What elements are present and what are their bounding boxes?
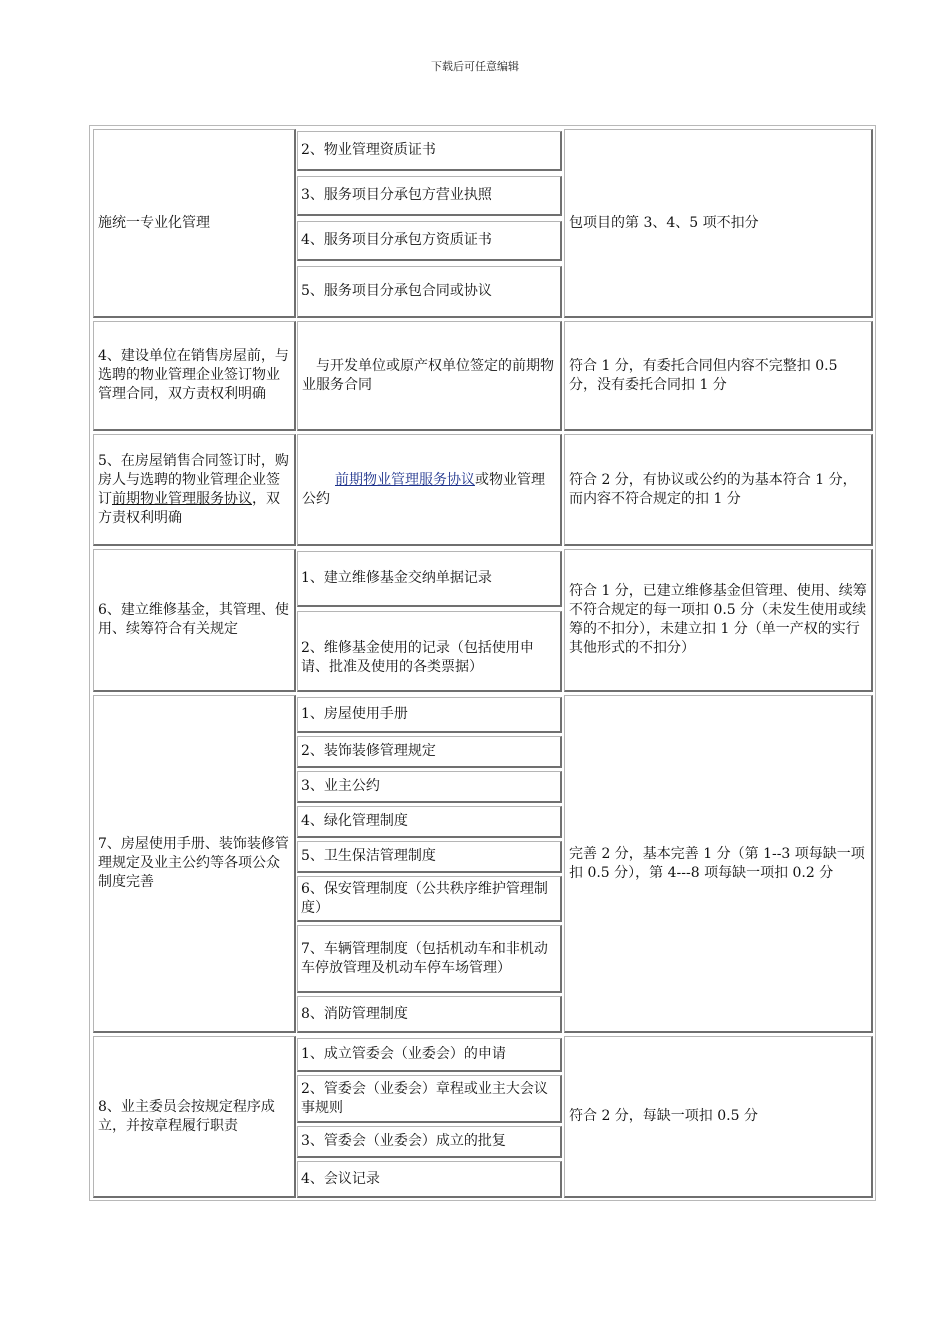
row0-sub-item: 5、服务项目分承包合同或协议 [297,266,562,318]
row0-left-cell [93,129,296,318]
row1-right-text: 符合 1 分，有委托合同但内容不完整扣 0.5 分，没有委托合同扣 1 分 [569,357,838,393]
row5-sub-item: 2、管委会（业委会）章程或业主大会议事规则 [297,1075,562,1123]
row0-right-text: 包项目的第 3、4、5 项不扣分 [569,214,759,231]
row0-left-text: 施统一专业化管理 [98,214,210,231]
row1-middle-cell [297,321,562,431]
row2-right-cell [564,434,873,546]
agreement-link[interactable]: 前期物业管理服务协议 [335,471,475,488]
row3-right-cell [564,549,873,692]
row3-right-text: 符合 1 分，已建立维修基金但管理、使用、续筹不符合规定的每一项扣 0.5 分（未发生使用或续筹的不扣分），未建立扣 1 分（单一产权的实行其他形式的不扣分） [569,583,867,656]
row2-left-text: 5、在房屋销售合同签订时，购房人与选聘的物业管理企业签订前期物业管理服务协议，双方责权利明确 [98,452,289,526]
row2-right-text: 符合 2 分，有协议或公约的为基本符合 1 分，而内容不符合规定的扣 1 分 [569,471,857,507]
row3-left-cell [93,549,296,692]
row4-sub-item: 1、房屋使用手册 [297,697,562,733]
row0-sub-item: 3、服务项目分承包方营业执照 [297,176,562,216]
row3-sub-item: 1、建立维修基金交纳单据记录 [297,551,562,607]
row1-right-cell [564,321,873,431]
row4-sub-item: 4、绿化管理制度 [297,806,562,838]
row4-right-cell [564,695,873,1033]
row4-sub-item: 8、消防管理制度 [297,996,562,1033]
row5-left-text: 8、业主委员会按规定程序成立，并按章程履行职责 [98,1098,275,1134]
row0-sub-item: 2、物业管理资质证书 [297,131,562,171]
row1-left-text: 4、建设单位在销售房屋前，与选聘的物业管理企业签订物业管理合同，双方责权利明确 [98,348,289,402]
row4-sub-item: 5、卫生保洁管理制度 [297,841,562,873]
row3-left-text: 6、建立维修基金，其管理、使用、续筹符合有关规定 [98,602,289,637]
row5-right-cell [564,1036,873,1198]
row2-left-cell [93,434,296,546]
contract-link[interactable]: 前期物业管理服务协议 [112,490,252,507]
row4-right-text: 完善 2 分，基本完善 1 分（第 1--3 项每缺一项扣 0.5 分），第 4---8 项每缺一项扣 0.2 分 [569,845,865,881]
row5-sub-item: 1、成立管委会（业委会）的申请 [297,1038,562,1072]
row0-sub-item: 4、服务项目分承包方资质证书 [297,221,562,261]
row4-sub-item: 6、保安管理制度（公共秩序维护管理制度） [297,876,562,922]
row5-sub-item: 3、管委会（业委会）成立的批复 [297,1126,562,1158]
row4-left-text: 7、房屋使用手册、装饰装修管理规定及业主公约等各项公众制度完善 [98,836,289,890]
row2-middle-cell [297,434,562,546]
row1-middle-text: 与开发单位或原产权单位签定的前期物业服务合同 [302,357,554,393]
row2-middle-text: 前期物业管理服务协议或物业管理公约 [302,471,545,507]
row5-sub-item: 4、会议记录 [297,1161,562,1198]
row4-sub-item: 3、业主公约 [297,771,562,803]
page-header: 下载后可任意编辑 [431,60,519,73]
row5-right-text: 符合 2 分，每缺一项扣 0.5 分 [569,1108,758,1124]
row5-left-cell [93,1036,296,1198]
row3-sub-item: 2、维修基金使用的记录（包括使用申请、批准及使用的各类票据） [297,611,562,692]
row0-right-cell [564,129,873,318]
row4-sub-item: 2、装饰装修管理规定 [297,736,562,768]
row4-left-cell [93,695,296,1033]
row1-left-cell [93,321,296,431]
row4-sub-item: 7、车辆管理制度（包括机动车和非机动车停放管理及机动车停车场管理） [297,925,562,993]
